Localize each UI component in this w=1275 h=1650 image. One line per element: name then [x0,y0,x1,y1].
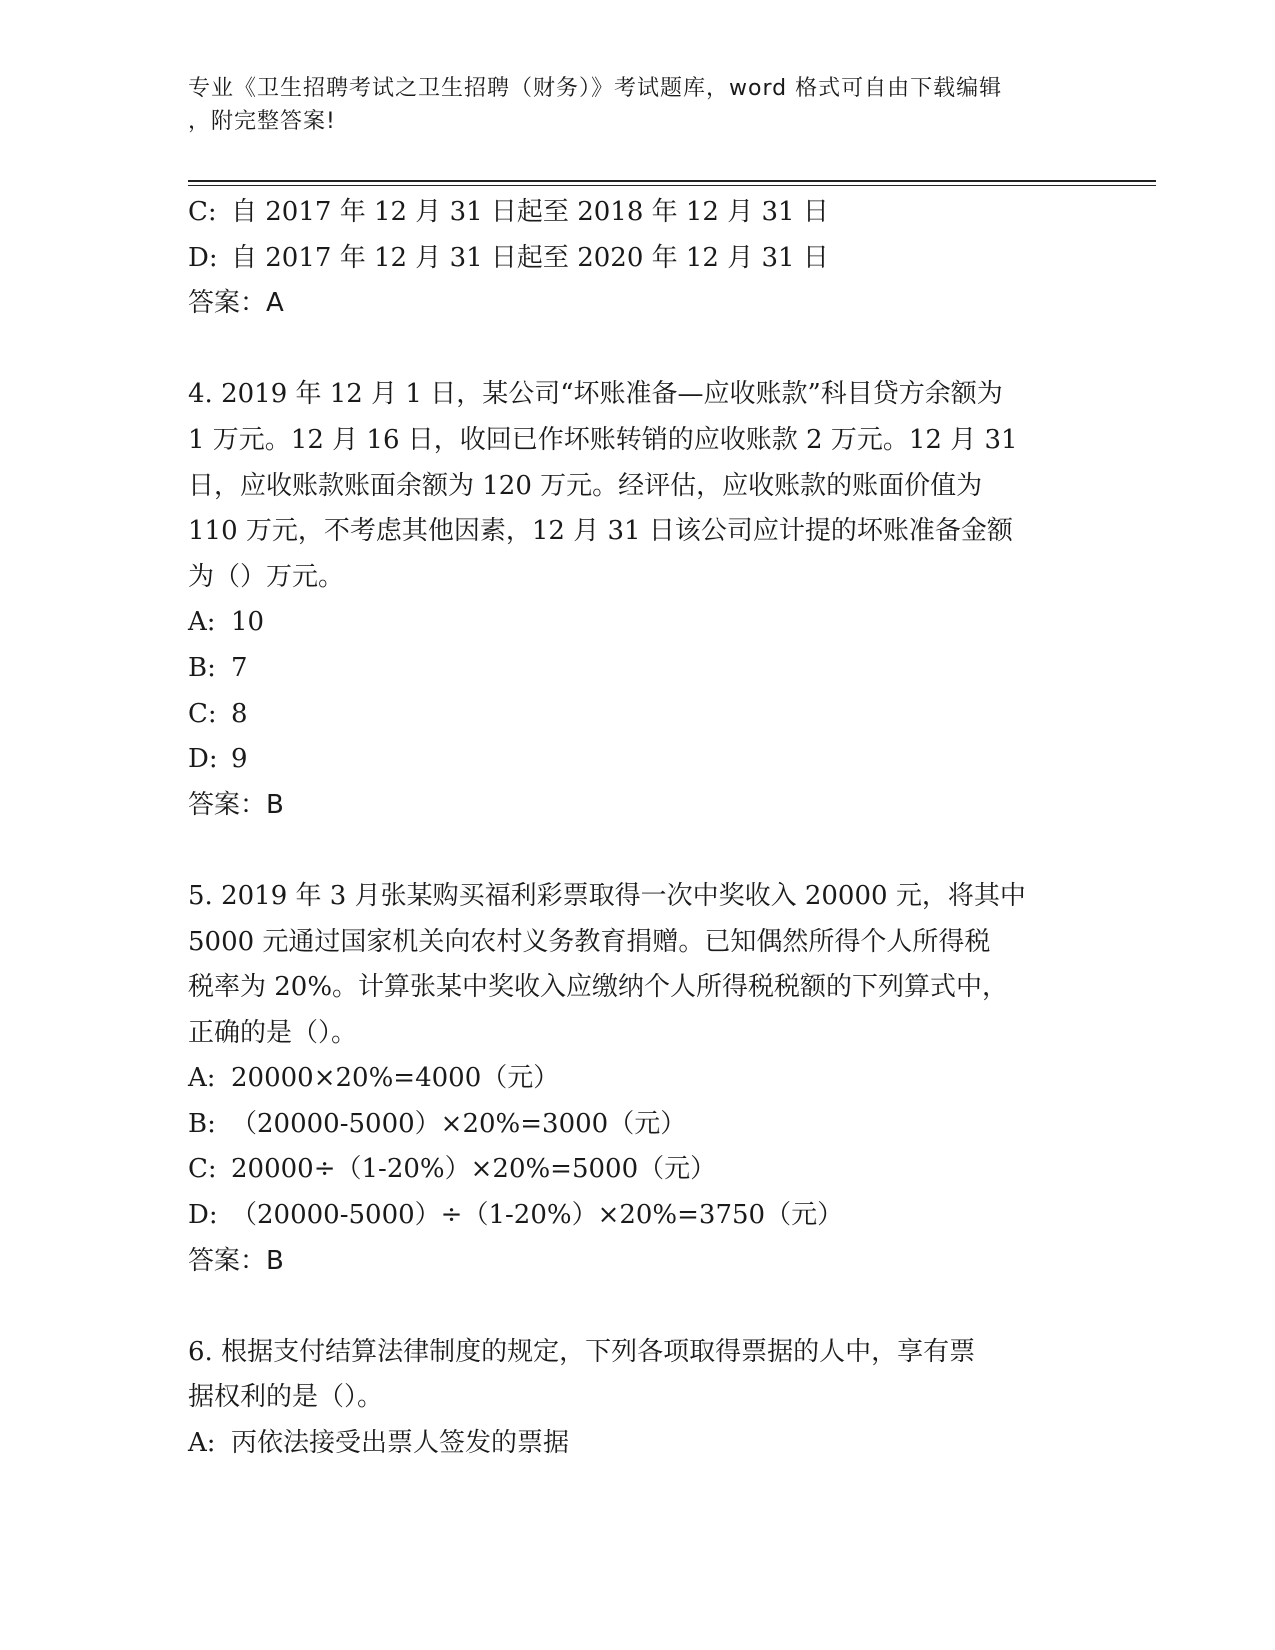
document-body [188,190,1088,1467]
option-letter: D: [188,744,218,775]
question-text-line: 1 万元。12 月 16 日，收回已作坏账转销的应收账款 2 万元。12 月 31 [188,424,1018,455]
option-text: 7 [231,652,248,683]
option-letter: C: [188,197,217,227]
option-text: 9 [231,744,248,775]
option-letter: D: [188,242,218,273]
header-line-2: ，附完整答案! [188,109,336,134]
spacer [188,828,1088,874]
option-a [188,1421,1088,1467]
question-text-line: 5. 2019 年 3 月张某购买福利彩票取得一次中奖收入 20000 元，将其中 [188,880,1026,911]
question-text-line: 正确的是（）。 [188,1017,358,1048]
option-text: （20000-5000）÷（1-20%）×20%=3750（元） [231,1200,844,1231]
option-text: 8 [231,698,248,729]
option-letter: B: [188,1108,216,1139]
option-letter: A: [188,1063,216,1094]
option-letter: C: [188,1154,217,1185]
option-text: 自 2017 年 12 月 31 日起至 2018 年 12 月 31 日 [231,197,829,227]
option-a [188,1056,1088,1102]
question-text-line: 5000 元通过国家机关向农村义务教育捐赠。已知偶然所得个人所得税 [188,926,991,957]
question-text-line: 税率为 20%。计算张某中奖收入应缴纳个人所得税税额的下列算式中， [188,972,1009,1003]
question-5 [188,874,1088,1284]
answer: 答案：A [188,288,284,319]
option-letter: A: [188,607,216,638]
spacer [188,327,1088,373]
question-6 [188,1330,1088,1467]
question-text-line: 为（）万元。 [188,561,345,592]
option-text: 20000×20%=4000（元） [231,1063,560,1094]
question-4 [188,372,1088,828]
question-text-line: 日，应收账款账面余额为 120 万元。经评估，应收账款的账面价值为 [188,470,983,501]
option-text: 10 [231,607,265,638]
answer: 答案：B [188,789,284,820]
option-letter: D: [188,1200,218,1231]
header-line-1: 专业《卫生招聘考试之卫生招聘（财务）》考试题库，word 格式可自由下载编辑 [188,76,1003,101]
question-text-line: 110 万元，不考虑其他因素，12 月 31 日该公司应计提的坏账准备金额 [188,516,1013,547]
header-rule-thick [188,180,1156,182]
option-d [188,737,1088,783]
option-a [188,600,1088,646]
question-text-line: 6. 根据支付结算法律制度的规定，下列各项取得票据的人中，享有票 [188,1336,976,1367]
option-b [188,1102,1088,1148]
option-c [188,190,1088,236]
option-c [188,692,1088,738]
option-letter: C: [188,698,217,729]
option-d [188,1193,1088,1239]
question-text-line: 4. 2019 年 12 月 1 日，某公司“坏账准备—应收账款”科目贷方余额为 [188,379,1003,410]
option-d [188,236,1088,282]
spacer [188,1284,1088,1330]
document-header [188,72,1068,138]
option-letter: B: [188,652,216,683]
option-letter: A: [188,1428,216,1459]
option-text: （20000-5000）×20%=3000（元） [231,1108,687,1139]
option-b [188,646,1088,692]
answer: 答案：B [188,1245,284,1276]
option-text: 自 2017 年 12 月 31 日起至 2020 年 12 月 31 日 [231,242,829,273]
prev-question [188,190,1088,327]
option-text: 20000÷（1-20%）×20%=5000（元） [231,1154,717,1185]
question-text-line: 据权利的是（）。 [188,1382,384,1413]
option-text: 丙依法接受出票人签发的票据 [231,1428,570,1459]
header-rule-thin [188,185,1156,186]
option-c [188,1147,1088,1193]
